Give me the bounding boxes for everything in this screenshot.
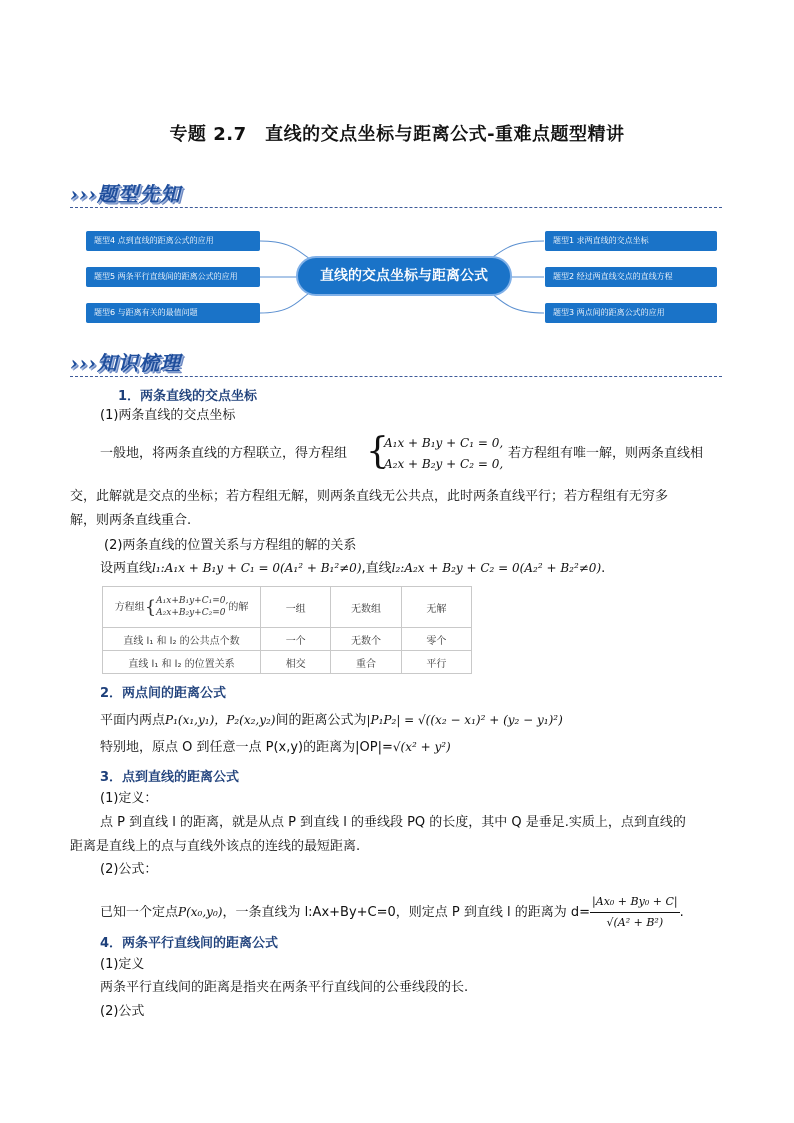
paragraph bbox=[100, 737, 451, 758]
table-text: A₂x+B₂y+C₂=0 bbox=[156, 608, 226, 618]
text: . bbox=[601, 561, 606, 576]
paragraph bbox=[100, 892, 684, 933]
subheading: (2)两条直线的位置关系与方程组的解的关系 bbox=[104, 538, 357, 553]
text: ，一条直线为 l:Ax+By+C=0，则定点 P 到直线 l 的距离为 d= bbox=[222, 905, 591, 920]
paragraph: 若方程组有唯一解，则两条直线相 bbox=[508, 446, 704, 461]
table-cell: 无数个 bbox=[331, 628, 401, 651]
subheading: (2)公式： bbox=[100, 862, 158, 877]
brace: { bbox=[366, 431, 389, 472]
table-cell: 重合 bbox=[331, 651, 401, 674]
table-header-cell: 方程组{A₁x+B₁y+C₁=0, A₂x+B₂y+C₂=0 的解 bbox=[103, 587, 261, 628]
text: 特别地，原点 O 到任意一点 P(x,y)的距离为|OP|= bbox=[100, 740, 393, 755]
paragraph bbox=[100, 710, 563, 731]
equation-system bbox=[366, 432, 506, 476]
mindmap-node-type5: 题型5 两条平行直线间的距离公式的应用 bbox=[86, 267, 260, 287]
mindmap-node-type4: 题型4 点到直线的距离公式的应用 bbox=[86, 231, 260, 251]
section-heading-4: 4．两条平行直线间的距离公式 bbox=[100, 936, 279, 951]
equation: √(x² + y²) bbox=[392, 740, 451, 754]
table-cell: 平行 bbox=[401, 651, 471, 674]
text: 间的距离公式为 bbox=[275, 713, 367, 728]
table-text: 的解 bbox=[228, 602, 249, 613]
equation: l₂:A₂x + B₂y + C₂ = 0(A₂² + B₂²≠0) bbox=[391, 561, 602, 575]
text: ,直线 bbox=[361, 561, 392, 576]
table-row bbox=[103, 651, 472, 674]
table-cell: 直线 l₁ 和 l₂ 的位置关系 bbox=[103, 651, 261, 674]
paragraph: 一般地，将两条直线的方程联立，得方程组 bbox=[100, 446, 348, 461]
section-heading-2: 2．两点间的距离公式 bbox=[100, 686, 227, 701]
table-row bbox=[103, 628, 472, 651]
equation: P(x₀,y₀) bbox=[178, 905, 223, 919]
mindmap-node-type6: 题型6 与距离有关的最值问题 bbox=[86, 303, 260, 323]
paragraph: 点 P 到直线 l 的距离，就是从点 P 到直线 l 的垂线段 PQ 的长度，其中 Q 是垂足.实质上，点到直线的 bbox=[100, 815, 686, 830]
table-cell: 直线 l₁ 和 l₂ 的公共点个数 bbox=[103, 628, 261, 651]
fraction-denominator: √(A² + B²) bbox=[606, 916, 664, 929]
paragraph: 距离是直线上的点与直线外该点的连线的最短距离. bbox=[70, 839, 361, 854]
table-cell: 相交 bbox=[261, 651, 331, 674]
equation-line: A₂x + B₂y + C₂ = 0, bbox=[384, 457, 504, 471]
relation-table bbox=[102, 586, 472, 674]
section-banner-types: ›››题型先知 bbox=[70, 182, 181, 206]
table-cell: 零个 bbox=[401, 628, 471, 651]
text: 设两直线 bbox=[100, 561, 153, 576]
paragraph bbox=[100, 558, 605, 579]
table-header-cell: 无数组 bbox=[331, 587, 401, 628]
divider bbox=[70, 207, 722, 208]
page-title: 专题 2.7 直线的交点坐标与距离公式-重难点题型精讲 bbox=[169, 124, 625, 145]
paragraph: 解，则两条直线重合. bbox=[70, 513, 192, 528]
equation: l₁:A₁x + B₁y + C₁ = 0(A₁² + B₁²≠0) bbox=[152, 561, 362, 575]
subheading: (1)定义： bbox=[100, 791, 158, 806]
mindmap-node-type1: 题型1 求两直线的交点坐标 bbox=[545, 231, 717, 251]
distance-fraction bbox=[590, 892, 680, 933]
table-cell: 一个 bbox=[261, 628, 331, 651]
mindmap-node-type2: 题型2 经过两直线交点的直线方程 bbox=[545, 267, 717, 287]
text: . bbox=[679, 905, 684, 920]
fraction-numerator: |Ax₀ + By₀ + C| bbox=[590, 892, 680, 913]
section-heading-3: 3．点到直线的距离公式 bbox=[100, 770, 240, 785]
table-header-cell: 无解 bbox=[401, 587, 471, 628]
text: 平面内两点 bbox=[100, 713, 166, 728]
mindmap-center-node: 直线的交点坐标与距离公式 bbox=[296, 256, 512, 296]
section-banner-knowledge: ›››知识梳理 bbox=[70, 351, 181, 375]
subheading: (2)公式 bbox=[100, 1004, 145, 1019]
mindmap-node-type3: 题型3 两点间的距离公式的应用 bbox=[545, 303, 717, 323]
equation: |P₁P₂| = √((x₂ − x₁)² + (y₂ − y₁)²) bbox=[366, 713, 563, 727]
table-header-cell: 一组 bbox=[261, 587, 331, 628]
divider bbox=[70, 376, 722, 377]
equation: P₁(x₁,y₁)，P₂(x₂,y₂) bbox=[165, 713, 276, 727]
subheading: (1)定义 bbox=[100, 957, 145, 972]
paragraph: 两条平行直线间的距离是指夹在两条平行直线间的公垂线段的长. bbox=[100, 980, 469, 995]
table-text: A₁x+B₁y+C₁=0, bbox=[156, 596, 229, 606]
paragraph: 交，此解就是交点的坐标；若方程组无解，则两条直线无公共点，此时两条直线平行；若方程组有无穷多 bbox=[70, 489, 669, 504]
text: 已知一个定点 bbox=[100, 905, 179, 920]
table-text: 方程组 bbox=[114, 602, 145, 613]
subheading: (1)两条直线的交点坐标 bbox=[100, 408, 236, 423]
section-heading-1: 1．两条直线的交点坐标 bbox=[118, 389, 258, 404]
equation-line: A₁x + B₁y + C₁ = 0, bbox=[384, 436, 504, 450]
